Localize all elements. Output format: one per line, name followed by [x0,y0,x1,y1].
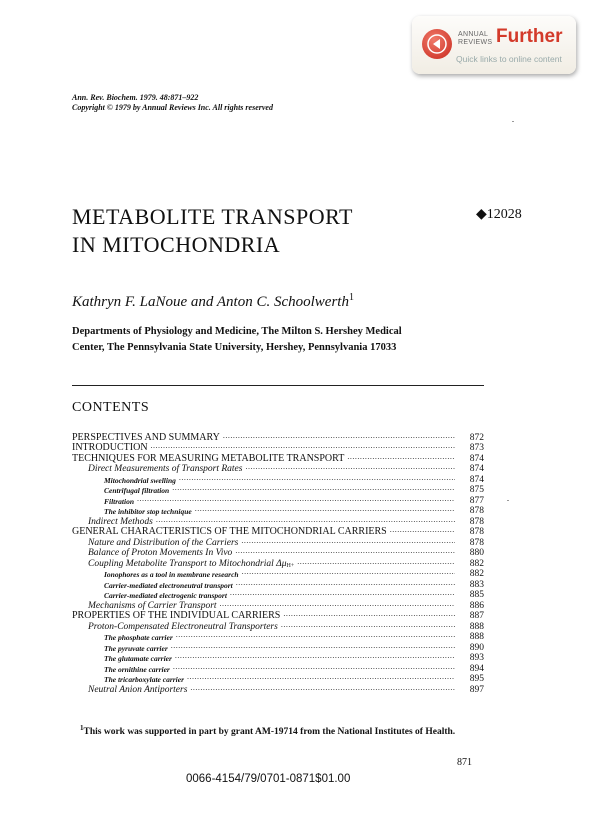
toc-entry [72,590,484,601]
toc-entry-page: 882 [469,558,484,569]
toc-entry-label: Proton-Compensated Electroneutral Transporters [88,621,278,632]
toc-leader-dots [156,516,455,527]
toc-leader-dots [190,684,455,695]
toc-entry-label: TECHNIQUES FOR MEASURING METABOLITE TRANSPORT [72,453,345,464]
toc-entry-label: The pyruvate carrier [104,643,168,653]
page-number: 871 [457,757,472,768]
toc-entry-page: 895 [469,674,484,684]
toc-leader-dots [137,495,455,506]
badge-further-label: Further [496,26,563,47]
play-arrow-icon [422,29,452,59]
toc-entry-label: Carrier-mediated electroneutral transport [104,580,233,590]
toc-entry [72,632,484,643]
toc-leader-dots [176,632,455,643]
toc-entry-page: 897 [469,684,484,695]
toc-entry [72,558,484,569]
scan-speck [512,121,514,122]
badge-quick-links: Quick links to online content [456,54,562,64]
toc-entry [72,653,484,664]
toc-entry-label: Carrier-mediated electrogenic transport [104,591,227,600]
toc-entry-label: Nature and Distribution of the Carriers [88,537,239,548]
toc-entry [72,537,484,548]
toc-entry-label: The ornithine carrier [104,664,170,674]
toc-entry-page: 874 [469,453,484,464]
toc-leader-dots [220,600,455,611]
toc-leader-dots [179,474,455,485]
further-badge[interactable] [412,16,576,74]
toc-leader-dots [235,548,455,559]
toc-entry-label: Neutral Anion Antiporters [88,684,188,695]
toc-entry-label: Direct Measurements of Transport Rates [88,464,243,474]
toc-entry [72,506,484,517]
toc-entry-label: Ionophores as a tool in membrane research [104,570,239,579]
toc-entry [72,600,484,611]
contents-heading: CONTENTS [72,400,150,415]
toc-entry-label: The phosphate carrier [104,633,173,642]
toc-entry-page: 893 [469,653,484,663]
toc-entry-page: 885 [469,590,484,600]
toc-entry-page: 887 [469,611,484,621]
toc-entry [72,495,484,506]
toc-entry-label: GENERAL CHARACTERISTICS OF THE MITOCHONDRIAL CARRIERS [72,526,387,537]
doi-line: 0066-4154/79/0701-0871$01.00 [186,773,351,785]
toc-entry [72,464,484,475]
toc-entry-page: 882 [469,569,484,579]
toc-entry [72,516,484,527]
toc-entry-page: 878 [469,527,484,537]
toc-entry-page: 888 [469,632,484,642]
article-code: ◆12028 [476,207,522,222]
toc-entry-label: Mitochondrial swelling [104,475,176,485]
toc-leader-dots [230,590,455,601]
toc-entry [72,642,484,653]
toc-entry [72,474,484,485]
toc-entry-label: Coupling Metabolite Transport to Mitochondrial Δμ [88,558,287,569]
toc-leader-dots [390,527,455,538]
toc-entry [72,579,484,590]
toc-entry-page: 894 [469,663,484,674]
toc-entry [72,453,484,464]
toc-leader-dots [245,464,455,475]
toc-leader-dots [242,569,455,580]
toc-entry-label: PROPERTIES OF THE INDIVIDUAL CARRIERS [72,610,281,621]
journal-citation: Ann. Rev. Biochem. 1979. 48:871–922 Copyright © 1979 by Annual Reviews Inc. All rights reserved [72,93,273,112]
toc-leader-dots [151,443,455,454]
toc-entry-page: 877 [469,495,484,506]
toc-entry-label: INTRODUCTION [72,442,148,453]
toc-entry-label: Mechanisms of Carrier Transport [88,600,217,611]
author-footnote-mark: 1 [348,292,354,303]
toc-entry [72,621,484,632]
toc-entry [72,569,484,580]
toc-leader-dots [236,579,455,590]
footnote: $^1$This work was supported in part by grant AM-19714 from the National Institutes of Health. [80,724,456,738]
toc-leader-dots [171,642,455,653]
toc-leader-dots [297,558,455,569]
toc-entry-page: 878 [469,537,484,548]
toc-entry-page: 878 [469,506,484,516]
toc-entry-page: 888 [469,621,484,632]
affiliation: Departments of Physiology and Medicine, The Milton S. Hershey Medical Center, The Pennsylvania State University, Hershey, Pennsylvania 17033 [72,326,402,353]
toc-entry-page: 890 [469,642,484,653]
toc-leader-dots [283,611,455,622]
toc-entry-page: 872 [469,432,484,443]
toc-entry [72,548,484,559]
toc-entry-label: Balance of Proton Movements In Vivo [88,548,233,558]
toc-entry [72,443,484,454]
toc-entry-page: 874 [469,474,484,485]
toc-entry [72,485,484,496]
toc-entry-page: 883 [469,579,484,590]
toc-leader-dots [187,674,455,685]
scan-speck [507,500,509,501]
toc-leader-dots [195,506,455,517]
toc-entry-label: The tricarboxylate carrier [104,675,184,684]
toc-leader-dots [173,663,455,674]
toc-entry-page: 873 [469,443,484,453]
toc-entry [72,674,484,685]
toc-entry-label: Filtration [104,496,135,506]
toc-entry-page: 875 [469,485,484,495]
toc-entry [72,663,484,674]
toc-entry [72,432,484,443]
badge-annual-reviews: ANNUAL REVIEWS [458,31,493,46]
toc-entry-page: 874 [469,464,484,474]
toc-entry-subscript: H+ [286,562,295,569]
authors: Kathryn F. LaNoue and Anton C. Schoolwerth$^1$ [72,292,354,310]
toc-entry-label: Indirect Methods [88,516,153,527]
toc-entry-page: 886 [469,600,484,611]
toc-entry [72,527,484,538]
toc-entry-label: Centrifugal filtration [104,486,170,495]
toc-entry-label: The inhibitor stop technique [104,507,192,516]
table-of-contents [72,432,484,695]
toc-entry-page: 880 [469,548,484,558]
toc-leader-dots [172,485,455,496]
toc-leader-dots [347,453,455,464]
toc-leader-dots [281,621,455,632]
article-title: METABOLITE TRANSPORT IN MITOCHONDRIA [72,204,353,257]
toc-entry [72,684,484,695]
toc-leader-dots [241,537,455,548]
divider [72,385,484,386]
toc-entry [72,611,484,622]
toc-entry-label: PERSPECTIVES AND SUMMARY [72,432,220,443]
toc-entry-label: The glutamate carrier [104,654,172,663]
toc-leader-dots [175,653,455,664]
toc-leader-dots [223,432,455,443]
toc-entry-page: 878 [469,516,484,527]
